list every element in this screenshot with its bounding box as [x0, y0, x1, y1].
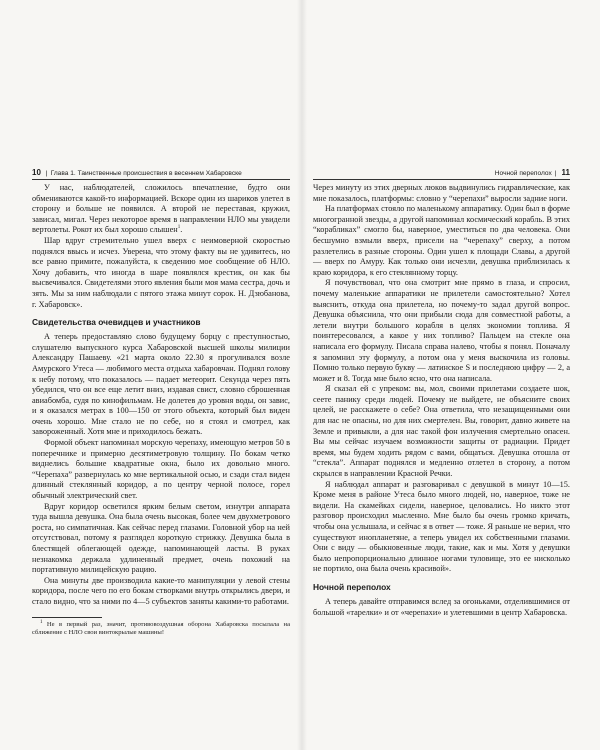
right-paragraph-5: Я наблюдал аппарат и разговаривал с девушкой в минут 10—15. Кроме меня в районе Утеса было много людей, но, наверное, тоже не видели. На скамейках сидели, наверное, целовались. Но никто этот разговор происходил мысленно. Мне было бы очень громко кричать, чтобы она услышала, и сейчас я в ответ — тоже. Я раньше не верил, что существуют инопланетяне, а теперь увидел их собственными глазами. Они с виду — обыкновенные люди, такие, как и мы. Хотя у девушки было непропорционально длинное ногами туловище, это ее нисколько не портило, она была очень красивой».	[313, 479, 570, 574]
left-paragraph-5: Вдруг коридор осветился ярким белым светом, изнутри аппарата туда вышла девушка. Она была очень высокая, более чем двухметрового роста, но симпатичная. Как сейчас перед глазами. Головной убор на ней отсутствовал, потому я разглядел короткую стрижку. Девушка была в блестящей облегающей одежде, напоминающей ласты. В руках незнакомка держала удлиненный предмет, очень похожий на портативную милицейскую рацию.	[32, 501, 290, 575]
right-page	[313, 0, 570, 750]
left-running-head-title: Глава 1. Таинственные происшествия в весеннем Хабаровске	[50, 170, 242, 177]
right-running-head-title: Ночной переполох	[494, 170, 552, 177]
right-paragraph-6: А теперь давайте отправимся вслед за огоньками, отделившимися от большой «тарелки» и от «черепахи» и улетевшими в центр Хабаровска.	[313, 596, 570, 617]
right-paragraph-4: Я сказал ей с упреком: вы, мол, своими прилетами создаете шок, сеете панику среди людей. Почему не выйдете, не объясните своих целей, не расскажете о себе? Она ответила, что незащищенными они для нас не опасны, но для них смертелен. Вы, говорит, давно живете на Земле и привыкли, а для нас такой фон излучения смертельно опасен. Вы мы сейчас изучаем возможности защиты от радиации. Придет время, мы будем ходить рядом с вами, общаться. Девушка отошла от “стекла”. Аппарат поднялся и медленно отлетел в сторону, а потом скрылся в направлении Красной Речки.	[313, 384, 570, 479]
left-paragraph-4: Формой объект напоминал морскую черепаху, имеющую метров 50 в поперечнике и примерно десятиметровую толщину. По бокам четко виднелись большие квадратные окна, было их довольно много. “Черепаха” развернулась ко мне вертикальной осью, и сзади стал виден длинный стеклянный коридор, а по центру черной полосе, горел обычный электрический свет.	[32, 438, 290, 501]
footnote-text: Не в первый раз, значит, противовоздушная оборона Хабаровска посылала на сближение с НЛО свои винтокрылые машины!	[32, 620, 290, 636]
left-paragraph-2: Шар вдруг стремительно ушел вверх с неимоверной скоростью поднялся ввысь и исчез. Уверена, что этому факту вы не удивитесь, но все равно примите, пожалуйста, к сведению мое сообщение об НЛО. Хочу добавить, что иногда в шаре появлялся крестик, он как бы высвечивался. Свидетелями этого явления были моя мама сестра, дочь и зять. Мы за ним наблюдали с пятого этажа минут сорок. Н. Дзюбанова, г. Хабаровск».	[32, 235, 290, 309]
right-paragraph-2: На платформах стояло по маленькому аппаратику. Один был в форме многогранной звезды, а другой напоминал космический корабль. В этих “корабликах” смогло бы, наверное, уместиться по два человека. Они бесшумно взмыли вверх, присели на “черепаху” сверху, а потом разлетелись в разные стороны. Один ушел к площади Славы, а другой — вверх по Амуру. Как только они исчезли, девушка приблизилась к краю коридора, к его стеклянному торцу.	[313, 204, 570, 277]
right-page-body	[313, 183, 570, 618]
footnote	[32, 621, 290, 638]
book-gutter	[297, 0, 307, 750]
left-page-body	[32, 183, 290, 637]
right-page-number: 11	[561, 168, 570, 177]
right-paragraph-1: Через минуту из этих дверных люков выдвинулись гидравлические, как мне показалось, платформы: словно у “черепахи” выросли задние ноги.	[313, 183, 570, 203]
left-paragraph-1-text: У нас, наблюдателей, сложилось впечатление, будто они обмениваются какой-то информацией. Вскоре один из шариков улетел в сторону и больше не появился. А второй не переставая, кружил, зависал, мигал. Через некоторое время в направлении НЛО мы увидели вертолеты. Рокот их был хорошо слышен	[32, 183, 290, 235]
footnote-divider	[32, 617, 102, 618]
footnote-reference: 1	[177, 225, 181, 231]
right-paragraph-3: Я почувствовал, что она смотрит мне прямо в глаза, и спросил, почему маленькие аппаратики не прилетели самостоятельно? Хотел выяснить, откуда она прилетела, но почему-то задал другой вопрос. Девушка объяснила, что они прибыли сюда для совместной работы, а летели внутри большого корабля в целях экономии топлива. Я поинтересовался, а какое у них топливо? Пальцем на стекле она написала его формулу. Писала справа налево, чтобы я понял. Поначалу я запомнил эту формулу, а потом она у меня выскочила из головы. Помню только первую букву — латинское S и последнюю цифру — 2, а может и 8. Тогда мне было ясно, что она написала.	[313, 278, 570, 383]
left-paragraph-3: А теперь предоставляю слово будущему борцу с преступностью, слушателю выпускного курса Хабаровской высшей школы милиции Александру Пашаеву. «21 марта около 22.30 я прогуливался возле Амурского Утеса — любимого места отдыха хабаровчан. Поднял голову к небу потому, что показалось — падает метеорит. Секунда через пять убедился, что он все еще летит вниз, издавая свист, словно сброшенная авиабомба, судя по кинофильмам. Не долетев до уровня воды, он завис, и я оказался метрах в 100—150 от этого объекта, который был виден очень хорошо. Мне стало не по себе, но я стоял и смотрел, как завороженный. Хотя мне и приходилось бежать.	[32, 332, 290, 437]
running-head-separator: |	[554, 170, 557, 177]
section-heading-night-commotion: Ночной переполох	[313, 581, 391, 592]
left-paragraph-6: Она минуты две производила какие-то манипуляции у левой стены коридора, после чего по его бокам створками внутрь открылись двери, и стало видно, что за ними по 4—5 субъектов заняты какими-то работами.	[32, 575, 290, 606]
footnote-marker: 1	[40, 619, 43, 625]
left-page	[32, 0, 290, 750]
right-running-head	[313, 167, 570, 180]
left-running-head	[32, 167, 290, 180]
left-paragraph-1: У нас, наблюдателей, сложилось впечатление, будто они обмениваются какой-то информацией. Вскоре один из шариков улетел в сторону и больше не появился. А второй не переставая, кружил, зависал, мигал. Через некоторое время в направлении НЛО мы увидели вертолеты. Рокот их был хорошо слышен$^1$.	[32, 183, 290, 235]
left-page-number: 10	[32, 168, 41, 177]
running-head-separator: |	[45, 170, 48, 177]
section-heading-witnesses: Свидетельства очевидцев и участников	[32, 317, 201, 328]
